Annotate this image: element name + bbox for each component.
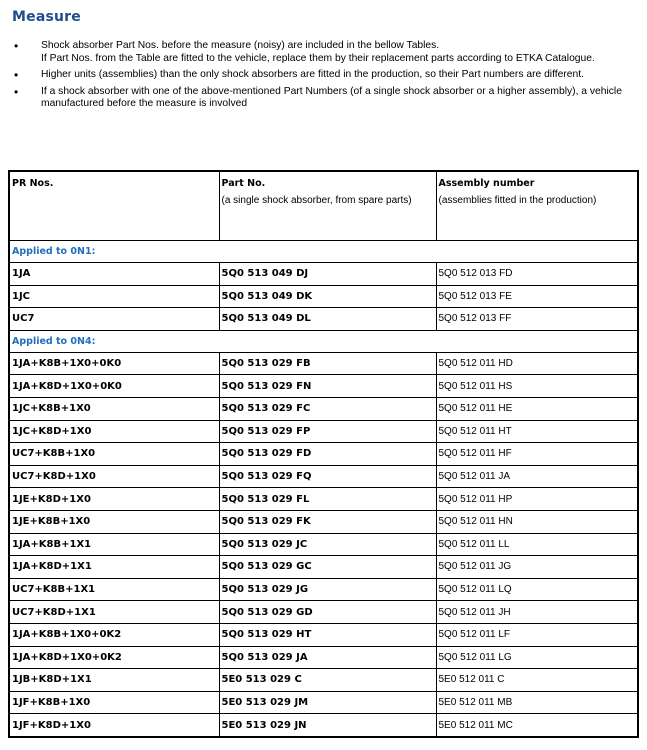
- table-row: [9, 623, 638, 646]
- pr-cell: 1JB+K8D+1X1: [9, 669, 219, 692]
- section-label: Applied to 0N1:: [9, 241, 219, 263]
- part-cell: 5Q0 513 029 JG: [219, 578, 436, 601]
- header-assembly-note: (assemblies fitted in the production): [438, 195, 597, 206]
- assembly-cell: 5Q0 512 011 HT: [436, 420, 638, 443]
- pr-cell: 1JC+K8D+1X0: [9, 420, 219, 443]
- pr-cell: UC7: [9, 308, 219, 331]
- table-row: [9, 375, 638, 398]
- assembly-cell: 5Q0 512 013 FE: [436, 285, 638, 308]
- header-assembly: Assembly number (assemblies fitted in the production): [436, 171, 638, 241]
- parts-table: [8, 170, 639, 738]
- table-row: [9, 646, 638, 669]
- pr-cell: UC7+K8B+1X0: [9, 443, 219, 466]
- assembly-cell: 5E0 512 011 MB: [436, 691, 638, 714]
- bullet-item: [12, 69, 637, 82]
- pr-cell: UC7+K8D+1X1: [9, 601, 219, 624]
- bullet-item: [12, 40, 637, 65]
- table-row: [9, 669, 638, 692]
- pr-cell: 1JF+K8B+1X0: [9, 691, 219, 714]
- assembly-cell: 5Q0 512 011 LL: [436, 533, 638, 556]
- assembly-cell: 5E0 512 011 C: [436, 669, 638, 692]
- table-header-row: [9, 171, 638, 241]
- assembly-cell: 5Q0 512 011 HP: [436, 488, 638, 511]
- table-row: [9, 263, 638, 286]
- pr-cell: 1JA+K8B+1X1: [9, 533, 219, 556]
- table-row: [9, 556, 638, 579]
- assembly-cell: 5Q0 512 011 LQ: [436, 578, 638, 601]
- part-cell: 5Q0 513 029 JC: [219, 533, 436, 556]
- table-row: [9, 578, 638, 601]
- part-cell: 5Q0 513 029 FQ: [219, 465, 436, 488]
- pr-cell: 1JA+K8B+1X0+0K2: [9, 623, 219, 646]
- bullet-item: [12, 86, 637, 111]
- assembly-cell: 5Q0 512 011 JA: [436, 465, 638, 488]
- bullet-text: If Part Nos. from the Table are fitted to the vehicle, replace them by their replacement parts according to ETKA Catalogue.: [41, 52, 595, 64]
- table-row: [9, 488, 638, 511]
- assembly-cell: 5Q0 512 011 HD: [436, 352, 638, 375]
- table-body: [9, 241, 638, 737]
- assembly-cell: 5Q0 512 011 JG: [436, 556, 638, 579]
- assembly-cell: 5Q0 512 013 FF: [436, 308, 638, 331]
- section-row: [9, 241, 638, 263]
- pr-cell: 1JA+K8D+1X0+0K2: [9, 646, 219, 669]
- table-row: [9, 308, 638, 331]
- pr-cell: 1JC+K8B+1X0: [9, 397, 219, 420]
- pr-cell: 1JA: [9, 263, 219, 286]
- bullet-icon: •: [14, 68, 19, 82]
- header-part: Part No. (a single shock absorber, from spare parts): [219, 171, 436, 241]
- part-cell: 5Q0 513 029 FC: [219, 397, 436, 420]
- table-row: [9, 397, 638, 420]
- table-row: [9, 420, 638, 443]
- section-label: Applied to 0N4:: [9, 330, 219, 352]
- part-cell: 5E0 513 029 C: [219, 669, 436, 692]
- header-part-note: (a single shock absorber, from spare parts): [221, 195, 412, 206]
- pr-cell: 1JA+K8D+1X1: [9, 556, 219, 579]
- part-cell: 5Q0 513 029 FL: [219, 488, 436, 511]
- table-row: [9, 443, 638, 466]
- bullet-icon: •: [14, 84, 19, 99]
- pr-cell: UC7+K8D+1X0: [9, 465, 219, 488]
- bullet-text: Shock absorber Part Nos. before the measure (noisy) are included in the bellow Tables.: [41, 40, 440, 51]
- pr-cell: UC7+K8B+1X1: [9, 578, 219, 601]
- section-heading: Measure: [12, 9, 81, 25]
- part-cell: 5Q0 513 049 DK: [219, 285, 436, 308]
- section-row: [9, 330, 638, 352]
- bullet-text: Higher units (assemblies) than the only shock absorbers are fitted in the production, so their Part numbers are different.: [41, 69, 584, 80]
- pr-cell: 1JA+K8D+1X0+0K0: [9, 375, 219, 398]
- part-cell: 5Q0 513 029 JA: [219, 646, 436, 669]
- section-fill: [219, 241, 638, 263]
- part-cell: 5E0 513 029 JM: [219, 691, 436, 714]
- table-row: [9, 352, 638, 375]
- bullet-text: If a shock absorber with one of the above-mentioned Part Numbers (of a single shock absorber or a higher assembly), a vehicle manufactured before the measure is involved: [41, 85, 622, 109]
- assembly-cell: 5Q0 512 011 HF: [436, 443, 638, 466]
- table-row: [9, 465, 638, 488]
- part-cell: 5Q0 513 029 HT: [219, 623, 436, 646]
- assembly-cell: 5Q0 512 011 HN: [436, 510, 638, 533]
- assembly-cell: 5Q0 512 013 FD: [436, 263, 638, 286]
- part-cell: 5Q0 513 049 DJ: [219, 263, 436, 286]
- assembly-cell: 5E0 512 011 MC: [436, 714, 638, 737]
- assembly-cell: 5Q0 512 011 HE: [436, 397, 638, 420]
- assembly-cell: 5Q0 512 011 LG: [436, 646, 638, 669]
- part-cell: 5Q0 513 029 GC: [219, 556, 436, 579]
- assembly-cell: 5Q0 512 011 LF: [436, 623, 638, 646]
- bullet-list: [12, 40, 637, 115]
- assembly-cell: 5Q0 512 011 HS: [436, 375, 638, 398]
- table-row: [9, 510, 638, 533]
- part-cell: 5Q0 513 029 GD: [219, 601, 436, 624]
- part-cell: 5Q0 513 029 FD: [219, 443, 436, 466]
- table-row: [9, 533, 638, 556]
- table-row: [9, 601, 638, 624]
- bullet-icon: •: [14, 39, 19, 53]
- header-pr: PR Nos.: [9, 171, 219, 241]
- part-cell: 5Q0 513 049 DL: [219, 308, 436, 331]
- part-cell: 5Q0 513 029 FP: [219, 420, 436, 443]
- section-fill: [219, 330, 638, 352]
- table-row: [9, 285, 638, 308]
- table-row: [9, 714, 638, 737]
- pr-cell: 1JF+K8D+1X0: [9, 714, 219, 737]
- pr-cell: 1JA+K8B+1X0+0K0: [9, 352, 219, 375]
- pr-cell: 1JE+K8B+1X0: [9, 510, 219, 533]
- part-cell: 5Q0 513 029 FN: [219, 375, 436, 398]
- part-cell: 5Q0 513 029 FK: [219, 510, 436, 533]
- pr-cell: 1JC: [9, 285, 219, 308]
- pr-cell: 1JE+K8D+1X0: [9, 488, 219, 511]
- assembly-cell: 5Q0 512 011 JH: [436, 601, 638, 624]
- table-row: [9, 691, 638, 714]
- part-cell: 5Q0 513 029 FB: [219, 352, 436, 375]
- part-cell: 5E0 513 029 JN: [219, 714, 436, 737]
